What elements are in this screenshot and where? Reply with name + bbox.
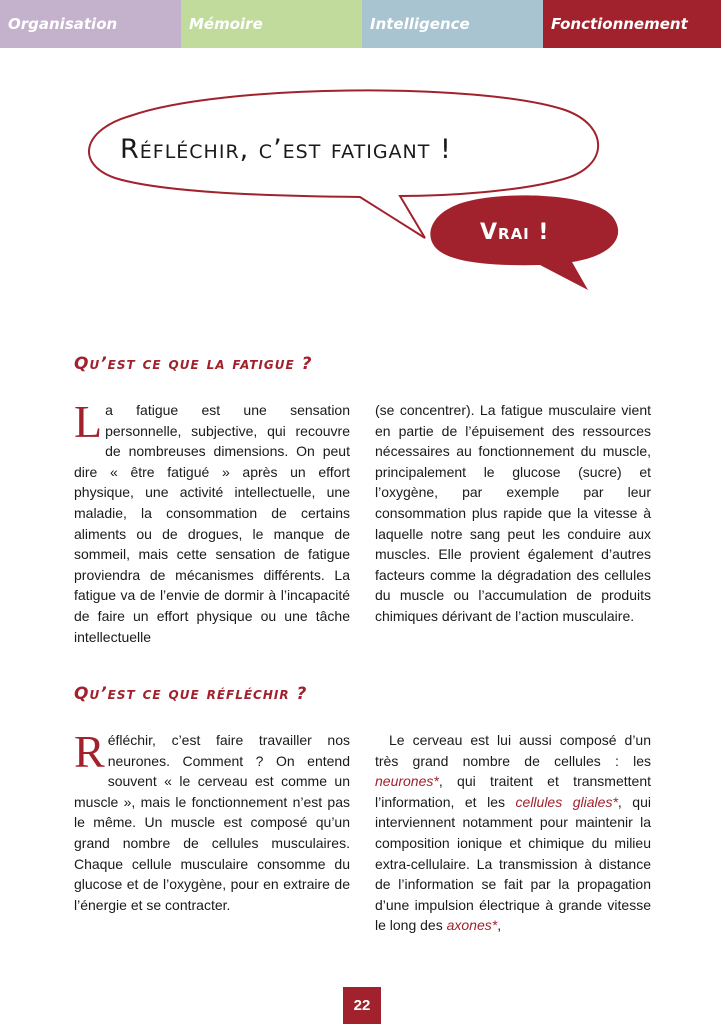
paragraph-text: (se concentrer). La fatigue musculaire vient en partie de l’épuisement des ressources nécessaires au fonctionnement du muscle, principalement le glucose (sucre) et l’oxygène, par exemple par leur consommation plus rapide que la vitesse à laquelle notre sang peut les conduire aux muscles. Elle provient également d’autres facteurs comme la dégradation des cellules du muscle ou l’accumulation de produits chimiques dérivant de l’action musculaire.	[375, 402, 651, 624]
paragraph-text: éfléchir, c’est faire travailler nos neurones. Comment ? On entend souvent « le cerveau est comme un muscle », mais le fonctionnement n’est pas le même. Un muscle est composé qu’un grand nombre de cellules musculaires. Chaque cellule musculaire consomme du glucose et de l’oxygène, pour en extraire de l’énergie et se contracter.	[74, 732, 350, 913]
paragraph-text: Le cerveau est lui aussi composé d’un très grand nombre de cellules : les	[375, 732, 651, 769]
glossary-term-neurones[interactable]: neurones*	[375, 773, 439, 790]
section-heading-fatigue: Qu’est ce que la fatigue ?	[74, 354, 313, 374]
reflechir-text-column-left	[74, 726, 350, 915]
glossary-term-cellules-gliales[interactable]: cellules gliales*	[515, 793, 618, 810]
section-heading-reflechir: Qu’est ce que réfléchir ?	[74, 684, 308, 704]
drop-cap: L	[74, 396, 103, 447]
tab-organisation[interactable]: Organisation	[0, 0, 181, 48]
tab-memoire[interactable]: Mémoire	[181, 0, 362, 48]
page-number: 22	[343, 987, 381, 1024]
paragraph-text: , qui traitent et transmettent l’information, et les	[375, 773, 651, 810]
paragraph-text: ,	[497, 917, 502, 934]
drop-cap: R	[74, 726, 105, 777]
tab-intelligence[interactable]: Intelligence	[362, 0, 543, 48]
fatigue-text-column-right	[375, 400, 651, 627]
paragraph-text: , qui interviennent notamment pour maintenir la composition ionique et chimique du milieu extra-cellulaire. La transmission à distance de l’information se fait par la propagation d’une impulsion électrique à grande vitesse le long des	[375, 793, 651, 934]
statement-bubble-text: Réfléchir, c’est fatigant !	[120, 134, 452, 165]
answer-bubble-text: Vrai !	[480, 220, 550, 245]
tab-fonctionnement[interactable]: Fonctionnement	[543, 0, 721, 48]
reflechir-text-column-right	[375, 730, 651, 936]
paragraph-text: a fatigue est une sensation personnelle, subjective, qui recouvre de nombreuses dimensions. On peut dire « être fatigué » après un effort physique, une activité intellectuelle, une maladie, la consommation de certains aliments ou de drogues, le manque de sommeil, mais cette sensation de fatigue proviendra de mécanismes différents. La fatigue va de l’envie de dormir à l’incapacité de faire un effort physique ou une tâche intellectuelle	[74, 402, 350, 645]
fatigue-text-column-left	[74, 396, 350, 647]
glossary-term-axones[interactable]: axones*	[446, 917, 498, 934]
